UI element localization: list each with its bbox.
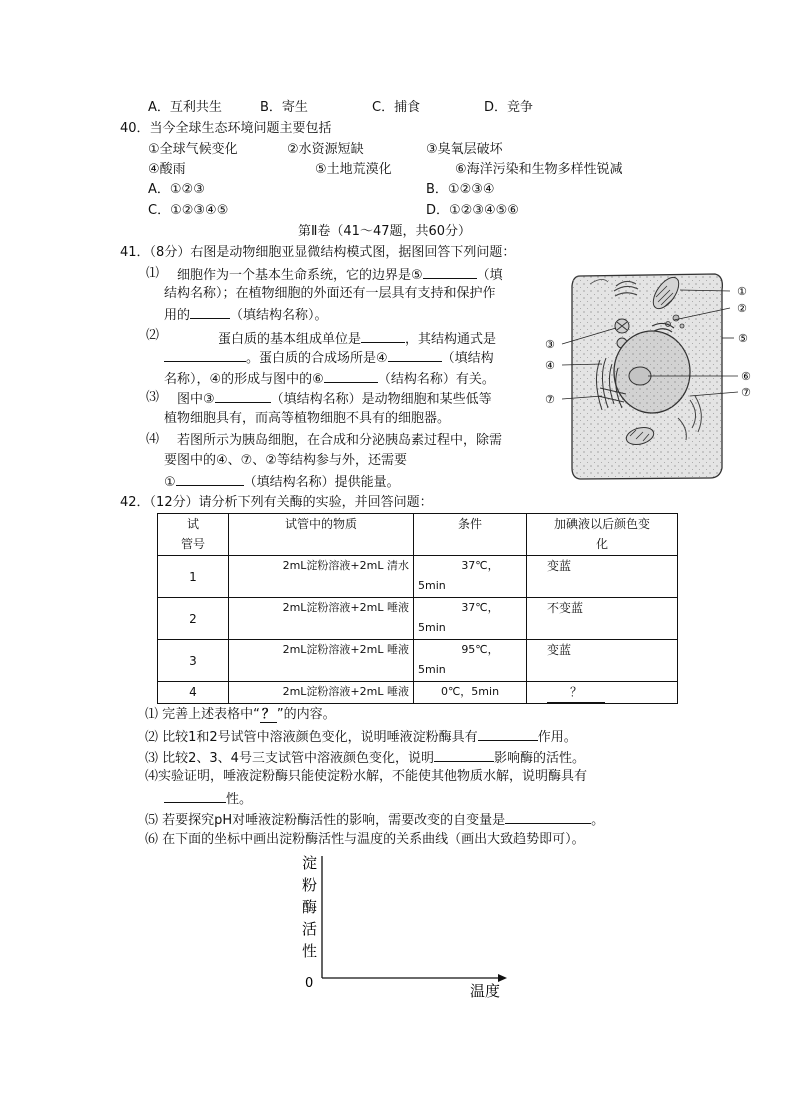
q42-stem: 42．（12分）请分析下列有关酶的实验，并回答问题： (120, 495, 433, 510)
q41-1-line-3: 用的 （填结构名称）。 (164, 305, 328, 325)
q40-item-5: ⑤土地荒漠化 (315, 162, 392, 177)
q40-item-1: ①全球气候变化 (148, 142, 238, 157)
table-row: 2 2mL淀粉溶液+2mL 唾液 37℃， 5min 不变蓝 (158, 598, 678, 640)
q40-option-a: A．①②③ (148, 182, 205, 197)
label-7-right: ⑦ (741, 386, 751, 399)
origin-label: 0 (305, 976, 314, 991)
q40-option-c: C．①②③④⑤ (148, 203, 229, 218)
label-2: ② (737, 302, 747, 315)
q41-1-line-1: 细胞作为一个基本生命系统，它的边界是⑤ （填 (177, 265, 503, 285)
q41-2-line-2: 。蛋白质的合成场所是④ （填结构 (164, 348, 494, 368)
table-row: 3 2mL淀粉溶液+2mL 唾液 95℃， 5min 变蓝 (158, 640, 678, 682)
q41-stem: 41．（8分）右图是动物细胞亚显微结构模式图，据图回答下列问题： (120, 245, 516, 260)
label-6: ⑥ (741, 370, 751, 383)
y-label-3: 酶 (302, 898, 318, 916)
q42-1: ⑴ 完善上述表格中“ ？ ”的内容。 (145, 707, 336, 722)
q41-4-line-2: 要图中的④、⑦、②等结构参与外，还需要 (164, 453, 407, 468)
q41-4-number: ⑷ (146, 432, 160, 447)
animal-cell-diagram (540, 268, 760, 483)
label-4: ④ (545, 359, 555, 372)
q41-3-line-2: 植物细胞具有，而高等植物细胞不具有的细胞器。 (164, 411, 451, 426)
q41-3-line-1: 图中③ （填结构名称）是动物细胞和某些低等 (177, 389, 492, 409)
label-5: ⑤ (738, 332, 748, 345)
q39-option-a: A．互利共生 (148, 100, 222, 115)
enzyme-experiment-table (157, 513, 678, 704)
y-label-5: 性 (302, 942, 318, 960)
q40-item-3: ③臭氧层破坏 (426, 142, 503, 157)
q42-4-line-1: ⑷实验证明，唾液淀粉酶只能使淀粉水解，不能使其他物质水解，说明酶具有 (145, 769, 588, 784)
q42-6: ⑹ 在下面的坐标中画出淀粉酶活性与温度的关系曲线（画出大致趋势即可）。 (145, 832, 585, 847)
enzyme-activity-axes (295, 850, 525, 1005)
table-row: 1 2mL淀粉溶液+2mL 清水 37℃， 5min 变蓝 (158, 556, 678, 598)
header-tube-number: 试 管号 (158, 514, 229, 556)
label-3: ③ (545, 338, 555, 351)
y-label-4: 活 (302, 920, 318, 938)
nucleus-icon (614, 331, 690, 413)
header-substance: 试管中的物质 (229, 514, 414, 556)
q42-5: ⑸ 若要探究pH对唾液淀粉酶活性的影响，需要改变的自变量是 。 (145, 810, 604, 830)
q41-4-line-3: ① （填结构名称）提供能量。 (164, 472, 400, 492)
q40-item-4: ④酸雨 (148, 162, 186, 177)
x-axis-label: 温度 (470, 982, 501, 1000)
label-7-left: ⑦ (545, 393, 555, 406)
y-label-2: 粉 (302, 876, 318, 894)
header-color-change: 加碘液以后颜色变 化 (527, 514, 678, 556)
table-header-row (158, 514, 678, 556)
q40-item-6: ⑥海洋污染和生物多样性锐减 (455, 162, 623, 177)
header-condition: 条件 (414, 514, 527, 556)
q39-option-b: B．寄生 (260, 100, 308, 115)
q40-item-2: ②水资源短缺 (287, 142, 364, 157)
q41-3-number: ⑶ (146, 390, 160, 405)
q39-option-d: D．竞争 (484, 100, 534, 115)
q40-option-b: B．①②③④ (426, 182, 495, 197)
q41-4-line-1: 若图所示为胰岛细胞，在合成和分泌胰岛素过程中，除需 (177, 433, 503, 448)
q42-2: ⑵ 比较1和2号试管中溶液颜色变化，说明唾液淀粉酶具有 作用。 (145, 727, 577, 747)
section-2-title: 第Ⅱ卷（41～47题，共60分） (298, 224, 472, 239)
answer-blank: ？ (547, 682, 605, 703)
q42-4-line-2: 性。 (164, 789, 252, 809)
q41-1-line-2: 结构名称）；在植物细胞的外面还有一层具有支持和保护作 (164, 286, 496, 301)
q40-stem: 40．当今全球生态环境问题主要包括 (120, 121, 332, 136)
q41-2-line-3: 名称），④的形成与图中的⑥ （结构名称）有关。 (164, 369, 495, 389)
table-row: 4 2mL淀粉溶液+2mL 唾液 0℃，5min ？ (158, 682, 678, 704)
q41-2-number: ⑵ (146, 328, 160, 343)
q40-option-d: D．①②③④⑤⑥ (426, 203, 519, 218)
q39-option-c: C．捕食 (372, 100, 421, 115)
label-1: ① (737, 285, 747, 298)
q42-3: ⑶ 比较2、3、4号三支试管中溶液颜色变化，说明 影响酶的活性。 (145, 748, 585, 768)
y-label-1: 淀 (302, 854, 318, 872)
q41-2-line-1: 蛋白质的基本组成单位是 ，其结构通式是 (218, 329, 496, 349)
q41-1-number: ⑴ (146, 266, 160, 281)
